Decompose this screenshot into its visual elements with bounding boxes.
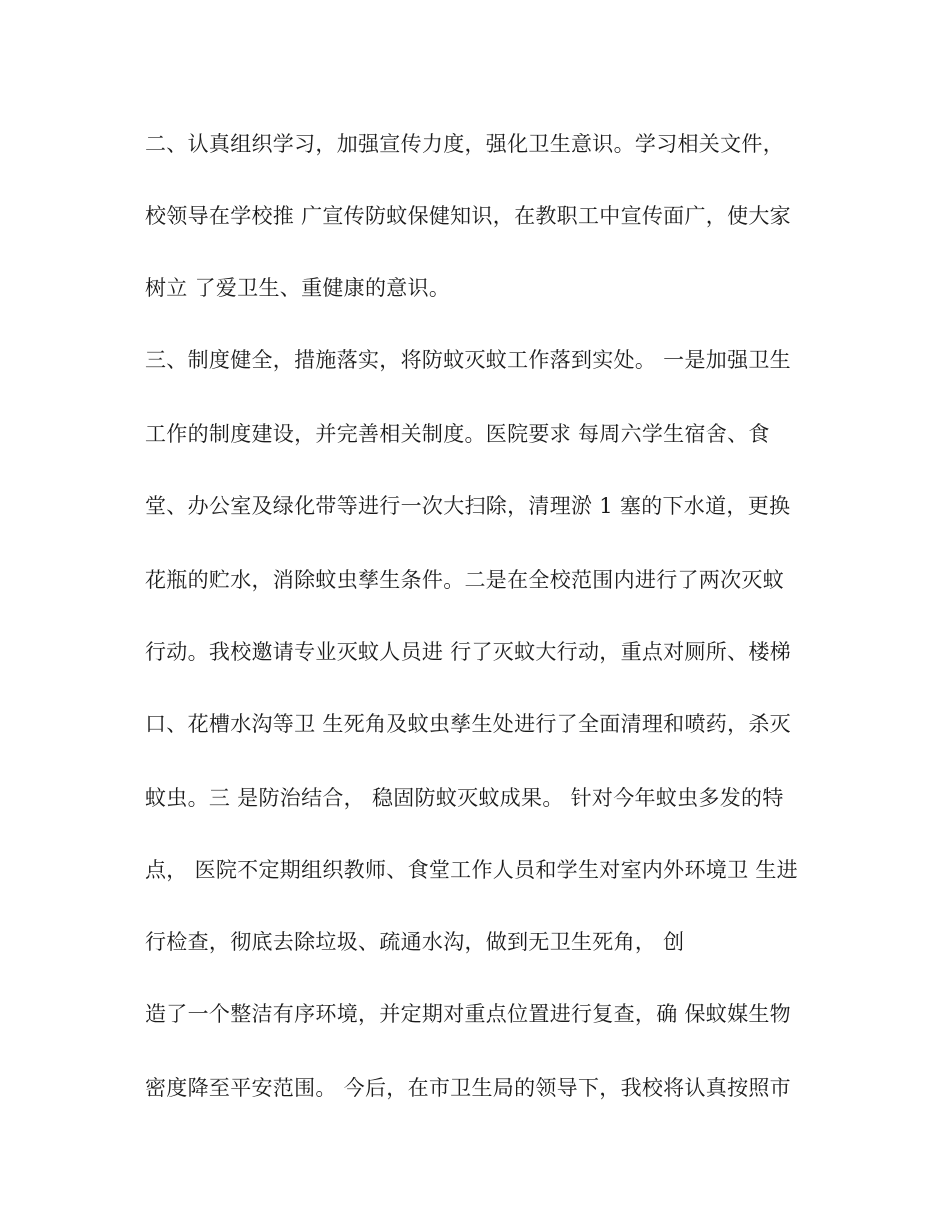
text-line-14: 密度降至平安范围。 今后，在市卫生局的领导下，我校将认真按照市 [145,1076,791,1100]
text-line-5: 工作的制度建设，并完善相关制度。医院要求 每周六学生宿舍、食 [145,422,770,446]
text-line-8: 行动。我校邀请专业灭蚊人员进 行了灭蚊大行动，重点对厕所、楼梯 [145,640,791,664]
text-line-10: 蚊虫。三 是防治结合， 稳固防蚊灭蚊成果。 针对今年蚊虫多发的特 [145,786,784,810]
text-line-9: 口、花槽水沟等卫 生死角及蚊虫孳生处进行了全面清理和喷药，杀灭 [145,712,791,736]
text-line-2: 校领导在学校推 广宣传防蚊保健知识，在教职工中宣传面广，使大家 [145,204,791,228]
text-line-12: 行检查，彻底去除垃圾、疏通水沟，做到无卫生死角， 创 [145,930,685,954]
text-line-4: 三、制度健全，措施落实，将防蚊灭蚊工作落到实处。 一是加强卫生 [145,348,791,372]
text-line-7: 花瓶的贮水，消除蚊虫孳生条件。二是在全校范围内进行了两次灭蚊 [145,568,784,592]
text-line-13: 造了一个整洁有序环境，并定期对重点位置进行复查，确 保蚊媒生物 [145,1002,791,1026]
text-line-6: 堂、办公室及绿化带等进行一次大扫除，清理淤 1 塞的下水道，更换 [145,494,791,518]
text-line-1: 二、认真组织学习，加强宣传力度，强化卫生意识。学习相关文件， [145,132,784,156]
text-line-3: 树立 了爱卫生、重健康的意识。 [145,276,451,300]
text-line-11: 点， 医院不定期组织教师、食堂工作人员和学生对室内外环境卫 生进 [145,858,798,882]
